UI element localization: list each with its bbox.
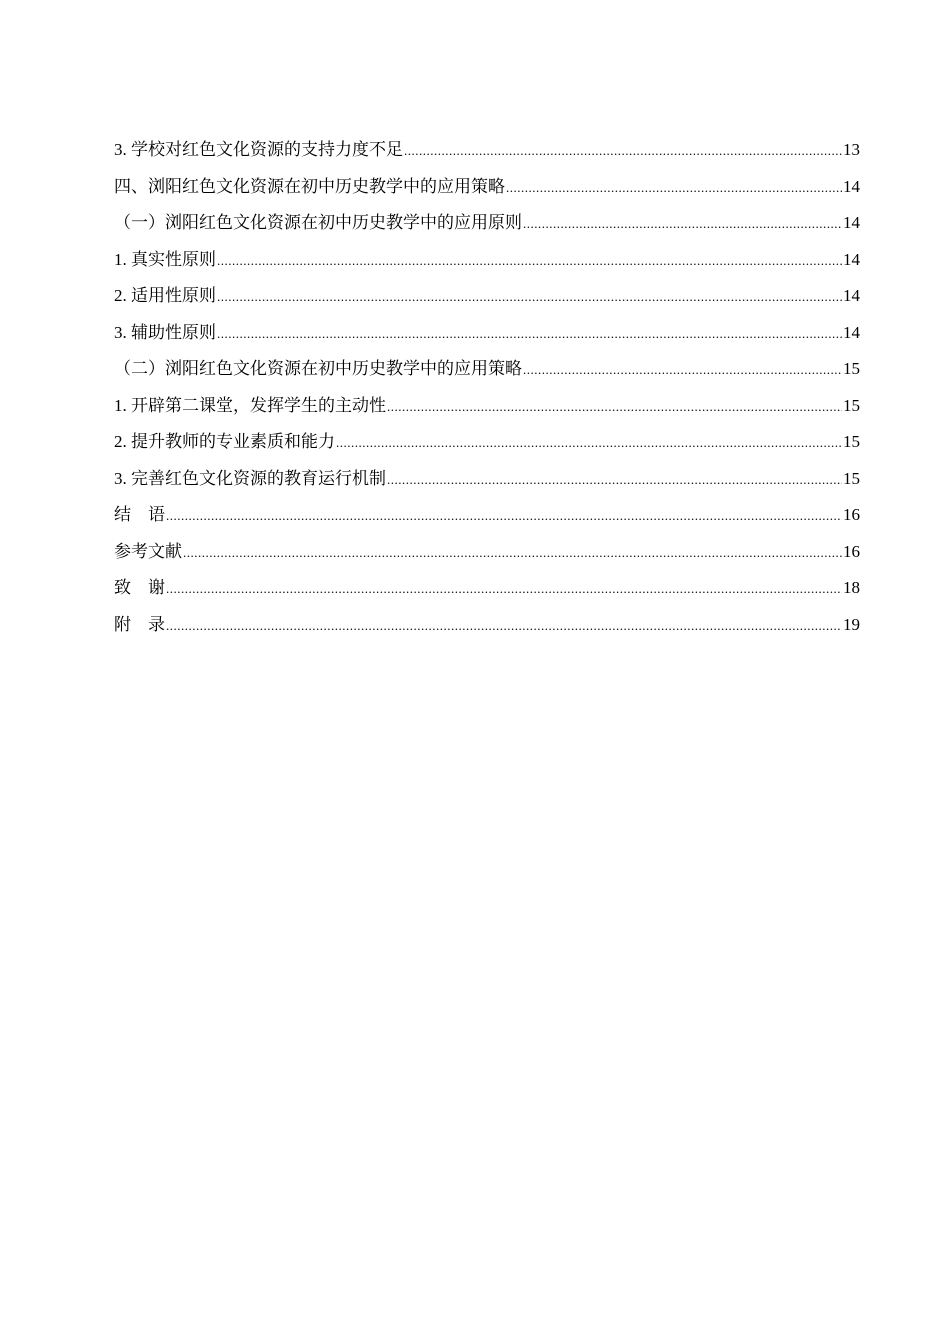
- toc-entry-title: 参考文献: [114, 541, 182, 561]
- toc-entry[interactable]: [114, 315, 860, 352]
- toc-dot-leader: [217, 243, 842, 280]
- toc-entry[interactable]: [114, 205, 860, 242]
- toc-dot-leader: [523, 206, 842, 243]
- toc-entry-page: 15: [843, 359, 860, 378]
- toc-entry[interactable]: [114, 497, 860, 534]
- toc-entry-title: （一）浏阳红色文化资源在初中历史教学中的应用原则: [114, 213, 522, 232]
- toc-entry-page: 16: [843, 505, 860, 524]
- toc-entry[interactable]: [114, 388, 860, 425]
- toc-entry-page: 13: [843, 140, 860, 159]
- toc-entry-page: 14: [843, 213, 860, 232]
- toc-entry[interactable]: [114, 242, 860, 279]
- toc-dot-leader: [217, 279, 842, 316]
- toc-entry-page: 14: [843, 249, 860, 269]
- toc-dot-leader: [166, 571, 842, 608]
- toc-entry[interactable]: [114, 570, 860, 607]
- toc-entry-title: 3. 学校对红色文化资源的支持力度不足: [114, 140, 403, 159]
- toc-entry[interactable]: [114, 278, 860, 315]
- toc-entry-page: 15: [843, 468, 860, 488]
- toc-dot-leader: [166, 608, 842, 645]
- toc-entry-title: 2. 适用性原则: [114, 286, 216, 305]
- toc-entry[interactable]: [114, 351, 860, 388]
- toc-entry-page: 14: [843, 176, 860, 196]
- toc-entry[interactable]: [114, 169, 860, 206]
- toc-entry-title: 四、浏阳红色文化资源在初中历史教学中的应用策略: [114, 176, 505, 196]
- toc-entry-title: 致 谢: [114, 578, 165, 597]
- toc-dot-leader: [336, 425, 842, 462]
- toc-dot-leader: [506, 170, 842, 207]
- toc-dot-leader: [523, 352, 842, 389]
- toc-entry-page: 15: [843, 395, 860, 415]
- toc-dot-leader: [404, 133, 842, 170]
- toc-entry-title: 3. 辅助性原则: [114, 322, 216, 342]
- toc-entry-title: 3. 完善红色文化资源的教育运行机制: [114, 468, 386, 488]
- toc-entry[interactable]: [114, 607, 860, 644]
- toc-dot-leader: [387, 462, 842, 499]
- toc-entry-page: 14: [843, 322, 860, 342]
- toc-dot-leader: [387, 389, 842, 426]
- toc-entry-page: 14: [843, 286, 860, 305]
- toc-entry-title: 结 语: [114, 505, 165, 524]
- toc-entry[interactable]: [114, 132, 860, 169]
- toc-entry-page: 18: [843, 578, 860, 597]
- toc-entry-title: 1. 真实性原则: [114, 249, 216, 269]
- toc-entry-page: 19: [843, 614, 860, 634]
- toc-entry-title: 2. 提升教师的专业素质和能力: [114, 432, 335, 451]
- toc-entry-page: 16: [843, 541, 860, 561]
- toc-entry-title: 1. 开辟第二课堂，发挥学生的主动性: [114, 395, 386, 415]
- toc-entry[interactable]: [114, 534, 860, 571]
- toc-entry-title: （二）浏阳红色文化资源在初中历史教学中的应用策略: [114, 359, 522, 378]
- toc-entry[interactable]: [114, 424, 860, 461]
- toc-dot-leader: [183, 535, 842, 572]
- toc-dot-leader: [166, 498, 842, 535]
- table-of-contents: [114, 132, 860, 643]
- toc-entry-title: 附 录: [114, 614, 165, 634]
- toc-entry-page: 15: [843, 432, 860, 451]
- toc-entry[interactable]: [114, 461, 860, 498]
- toc-dot-leader: [217, 316, 842, 353]
